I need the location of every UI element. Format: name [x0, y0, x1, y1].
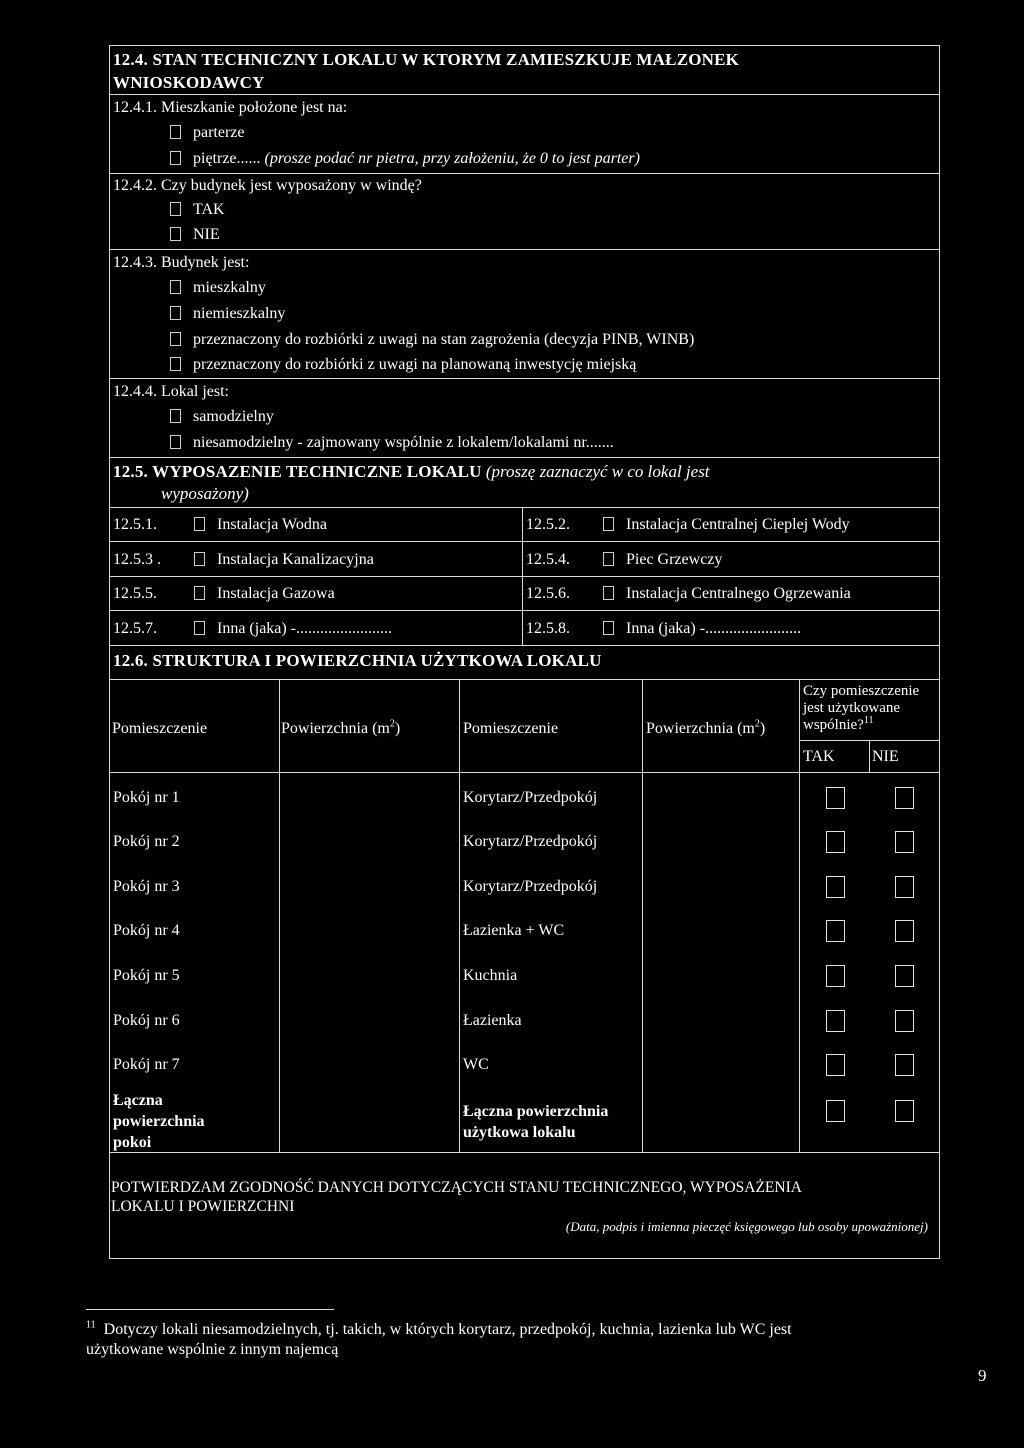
- checkbox-tak[interactable]: [826, 1010, 845, 1032]
- equip-item-label[interactable]: Piec Grzewczy: [603, 551, 722, 570]
- table-row-room2: Łazienka + WC: [463, 922, 565, 939]
- table-row-room: Pokój nr 6: [113, 1012, 180, 1029]
- checkbox-nie[interactable]: [895, 1010, 914, 1032]
- checkbox-icon[interactable]: [603, 621, 614, 635]
- table-row-room2: Kuchnia: [463, 967, 518, 984]
- equip-item[interactable]: 12.5.8.: [526, 620, 570, 637]
- table-row-room: Pokój nr 4: [113, 922, 180, 939]
- checkbox-icon[interactable]: [170, 332, 181, 346]
- equip-item-label[interactable]: Instalacja Gazowa: [194, 585, 335, 604]
- page-number: 9: [978, 1366, 987, 1385]
- section-12-6-title: 12.6. STRUKTURA I POWIERZCHNIA UŻYTKOWA LOKALU: [113, 651, 602, 670]
- option-mieszkalny[interactable]: mieszkalny: [170, 279, 266, 298]
- checkbox-icon[interactable]: [170, 125, 181, 139]
- table-row-room: Pokój nr 3: [113, 878, 180, 895]
- col-header-area2: Powierzchnia $(m^2)$: [646, 718, 766, 737]
- option-winda-tak[interactable]: TAK: [170, 201, 225, 220]
- option-niemieszkalny[interactable]: niemieszkalny: [170, 305, 285, 324]
- option-parterze[interactable]: parterze: [170, 124, 245, 143]
- checkbox-nie[interactable]: [895, 920, 914, 942]
- footnote: $^{11}$ Dotyczy lokali niesamodzielnych, tj. takich, w których korytarz, przedpokój, kuchnia, lazienka lub WC jest użytkowane wspólnie z innym najemcą: [86, 1319, 792, 1358]
- col-header-nie: NIE: [872, 748, 899, 765]
- option-rozbiorka-zagrozenie[interactable]: przeznaczony do rozbiórki z uwagi na stan zagrożenia (decyzja PINB, WINB): [170, 331, 694, 350]
- checkbox-icon[interactable]: [603, 552, 614, 566]
- col-header-room: Pomieszczenie: [112, 720, 208, 737]
- checkbox-tak[interactable]: [826, 965, 845, 987]
- equip-item[interactable]: 12.5.4.: [526, 551, 570, 568]
- checkbox-icon[interactable]: [170, 409, 181, 423]
- col-header-shared: Czy pomieszczenie jest użytkowane wspólnie?$^{11}$: [803, 683, 920, 733]
- checkbox-tak[interactable]: [826, 1100, 845, 1122]
- equip-item[interactable]: 12.5.3 .: [113, 551, 161, 568]
- table-row-room: Pokój nr 2: [113, 833, 180, 850]
- checkbox-icon[interactable]: [170, 227, 181, 241]
- table-row-room: Pokój nr 7: [113, 1056, 180, 1073]
- equip-item[interactable]: 12.5.6.: [526, 585, 570, 602]
- checkbox-nie[interactable]: [895, 965, 914, 987]
- checkbox-tak[interactable]: [826, 920, 845, 942]
- equip-item-label[interactable]: Instalacja Centralnej Cieplej Wody: [603, 516, 850, 535]
- table-row-room2: Korytarz/Przedpokój: [463, 833, 598, 850]
- option-winda-nie[interactable]: NIE: [170, 226, 220, 245]
- section-12-4-title: 12.4. STAN TECHNICZNY LOKALU W KTORYM ZAMIESZKUJE MAŁZONEK WNIOSKODAWCY: [113, 50, 740, 92]
- table-row-room2: Łazienka: [463, 1012, 522, 1029]
- checkbox-icon[interactable]: [194, 552, 205, 566]
- checkbox-icon[interactable]: [170, 202, 181, 216]
- checkbox-nie[interactable]: [895, 787, 914, 809]
- equip-item[interactable]: 12.5.7.: [113, 620, 157, 637]
- q-12-4-3-label: 12.4.3. Budynek jest:: [113, 254, 250, 271]
- table-row-room2: WC: [463, 1056, 489, 1073]
- table-row-room2: Korytarz/Przedpokój: [463, 878, 598, 895]
- checkbox-icon[interactable]: [170, 280, 181, 294]
- table-row-room: Pokój nr 1: [113, 789, 180, 806]
- checkbox-icon[interactable]: [194, 621, 205, 635]
- equip-item-label[interactable]: Inna (jaka) -........................: [603, 620, 801, 639]
- option-samodzielny[interactable]: samodzielny: [170, 408, 274, 427]
- checkbox-nie[interactable]: [895, 1054, 914, 1076]
- equip-item-label[interactable]: Instalacja Kanalizacyjna: [194, 551, 374, 570]
- checkbox-nie[interactable]: [895, 876, 914, 898]
- checkbox-icon[interactable]: [170, 151, 181, 165]
- q-12-4-4-label: 12.4.4. Lokal jest:: [113, 383, 229, 400]
- equip-item[interactable]: 12.5.5.: [113, 585, 157, 602]
- checkbox-tak[interactable]: [826, 1054, 845, 1076]
- checkbox-icon[interactable]: [170, 435, 181, 449]
- total-rooms-label: Łączna powierzchnia pokoi: [113, 1092, 205, 1151]
- checkbox-icon[interactable]: [603, 586, 614, 600]
- option-rozbiorka-inwestycja[interactable]: przeznaczony do rozbiórki z uwagi na planowaną inwestycję miejską: [170, 356, 636, 375]
- checkbox-icon[interactable]: [170, 306, 181, 320]
- equip-item[interactable]: 12.5.1.: [113, 516, 157, 533]
- col-header-room2: Pomieszczenie: [463, 720, 559, 737]
- section-12-5-title: 12.5. WYPOSAZENIE TECHNICZNE LOKALU (proszę zaznaczyć w co lokal jest wyposażony): [113, 462, 710, 503]
- q-12-4-1-label: 12.4.1. Mieszkanie położone jest na:: [113, 99, 348, 116]
- total-area-label: Łączna powierzchnia użytkowa lokalu: [463, 1103, 609, 1141]
- col-header-area: Powierzchnia $(m^2)$: [281, 718, 401, 737]
- footnote-separator: [86, 1309, 334, 1310]
- checkbox-icon[interactable]: [194, 517, 205, 531]
- equip-item[interactable]: 12.5.2.: [526, 516, 570, 533]
- checkbox-tak[interactable]: [826, 787, 845, 809]
- checkbox-icon[interactable]: [194, 586, 205, 600]
- option-pietrze[interactable]: piętrze...... (prosze podać nr pietra, przy założeniu, że 0 to jest parter): [170, 150, 640, 169]
- checkbox-nie[interactable]: [895, 1100, 914, 1122]
- checkbox-icon[interactable]: [603, 517, 614, 531]
- checkbox-tak[interactable]: [826, 831, 845, 853]
- checkbox-tak[interactable]: [826, 876, 845, 898]
- checkbox-icon[interactable]: [170, 357, 181, 371]
- confirmation-text: POTWIERDZAM ZGODNOŚĆ DANYCH DOTYCZĄCYCH STANU TECHNICZNEGO, WYPOSAŻENIA LOKALU I POWIERZCHNI: [111, 1179, 802, 1215]
- table-row-room2: Korytarz/Przedpokój: [463, 789, 598, 806]
- option-niesamodzielny[interactable]: niesamodzielny - zajmowany wspólnie z lokalem/lokalami nr.......: [170, 434, 614, 453]
- q-12-4-2-label: 12.4.2. Czy budynek jest wyposażony w windę?: [113, 177, 422, 194]
- col-header-tak: TAK: [803, 748, 835, 765]
- equip-item-label[interactable]: Inna (jaka) -........................: [194, 620, 392, 639]
- signature-note: (Data, podpis i imienna pieczęć księgowego lub osoby upoważnionej): [565, 1219, 928, 1234]
- table-row-room: Pokój nr 5: [113, 967, 180, 984]
- equip-item-label[interactable]: Instalacja Centralnego Ogrzewania: [603, 585, 851, 604]
- equip-item-label[interactable]: Instalacja Wodna: [194, 516, 327, 535]
- checkbox-nie[interactable]: [895, 831, 914, 853]
